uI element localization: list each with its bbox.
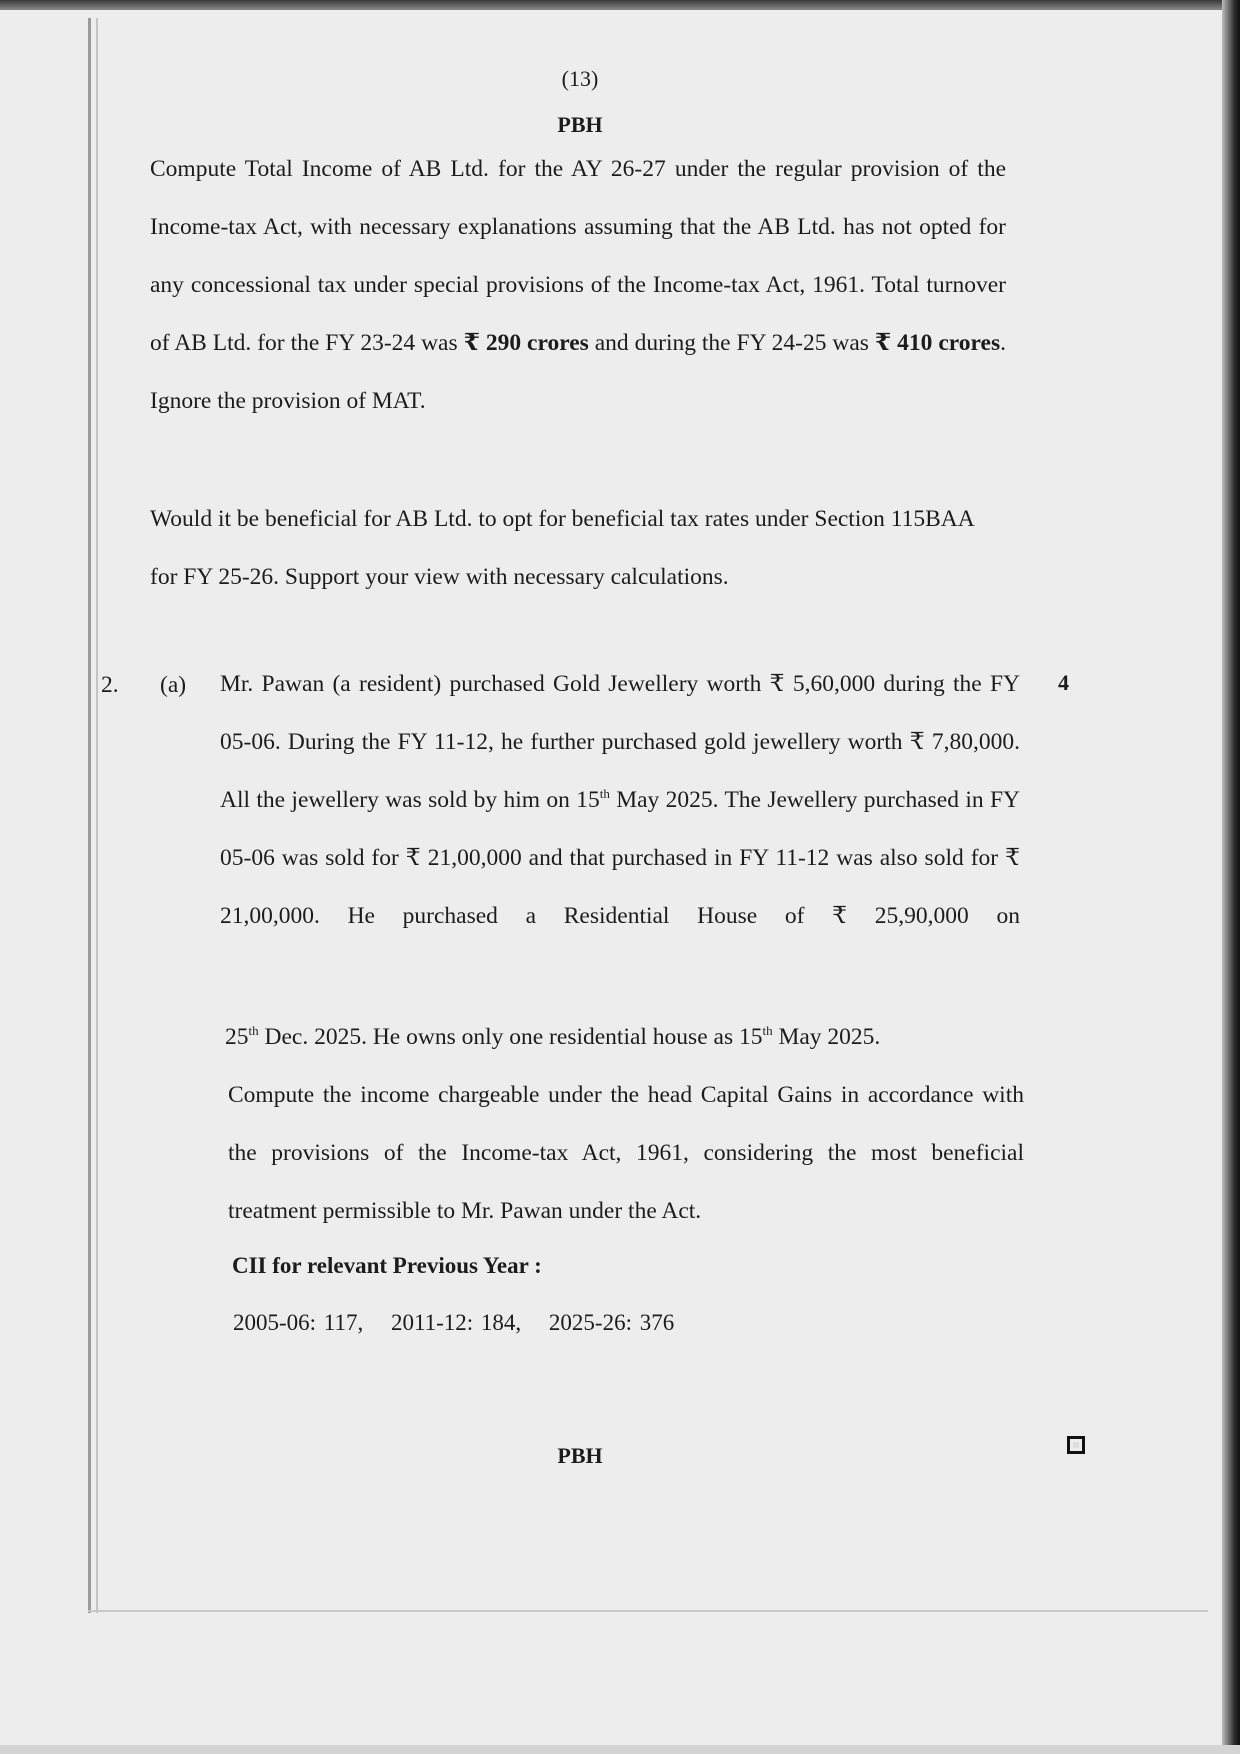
q2-line-7-sup: th — [248, 1023, 259, 1039]
question-1-paragraph-2: Would it be beneficial for AB Ltd. to opt for beneficial tax rates under Section 115BAA for FY 25-26. Support your view with necessary calculations. — [150, 506, 974, 590]
page-bottom-edge — [88, 1610, 1208, 1612]
q2-compute-instruction: Compute the income chargeable under the head Capital Gains in accordance with the provisions of the Income-tax Act, 1961, considering the most beneficial treatment permissible to Mr. Pawan under the Act. — [228, 1082, 1024, 1224]
page-number: (13) — [561, 66, 599, 91]
q2-line-7 — [225, 1008, 1025, 1066]
q1-turnover-2: ₹ 410 crores — [874, 330, 1001, 356]
q1-text-a: Compute Total Income of AB Ltd. for the AY 26-27 under the regular provision of the Income-tax Act, with necessary explanations assuming that the AB Ltd. has not opted for any concessional tax under special provisions of the Income-tax Act, 1961. Total turnover of AB Ltd. for the FY 23-24 was — [150, 156, 1006, 356]
q2-line-2: during the FY 05-06. During the FY 11-12, he further purchased gold — [220, 671, 1021, 755]
scan-top-shadow — [0, 0, 1240, 10]
q1-text-c: . Ignore the provision of MAT. — [150, 330, 1007, 414]
q2-line-7-day: 25 — [225, 1024, 249, 1050]
header-code: PBH — [557, 112, 603, 137]
q2-line-3: jewellery worth ₹ 7,80,000. All the jewellery was sold by him on — [220, 729, 1021, 813]
question-marks: 4 — [1058, 670, 1069, 695]
question-2a-body — [220, 655, 1020, 945]
question-number: 2. — [101, 672, 119, 698]
cii-value-2025-26: 2025-26: 376 — [548, 1310, 675, 1335]
page-binding-edge — [88, 18, 91, 1613]
question-1-paragraph — [150, 140, 1006, 430]
q2-line-7-sup2: th — [762, 1023, 773, 1039]
scan-right-shadow — [1222, 0, 1240, 1754]
footer-code: PBH — [557, 1443, 603, 1468]
q2-line-1: Mr. Pawan (a resident) purchased Gold Jewellery worth ₹ 5,60,000 — [220, 671, 876, 697]
cii-value-2011-12: 2011-12: 184, — [390, 1310, 522, 1335]
question-part-label: (a) — [160, 672, 187, 698]
page-binding-edge-inner — [96, 18, 98, 1613]
scan-bottom-band — [0, 1745, 1240, 1754]
cii-heading: CII for relevant Previous Year : — [232, 1253, 542, 1278]
cii-values — [233, 1310, 694, 1336]
q2-line-7-mid: Dec. 2025. He owns only one residential house as 15 — [258, 1024, 763, 1050]
q2-line-4-rest: May 2025. The Jewellery purchased in FY 05-06 was sold for — [220, 787, 1021, 871]
q2-line-5: ₹ 21,00,000 and that purchased in FY 11-12 was also sold for — [405, 845, 999, 871]
cii-value-2005-06: 2005-06: 117, — [233, 1310, 364, 1335]
q2-line-7-end: May 2025. — [772, 1024, 881, 1050]
q2-line-4-day: 15 — [576, 787, 600, 813]
q1-text-b: and during the FY 24-25 was — [594, 330, 869, 356]
q1-turnover-1: ₹ 290 crores — [463, 330, 589, 356]
q2-line-4-sup: th — [599, 786, 610, 802]
q2-line-6: ₹ 21,00,000. He purchased a Residential House of ₹ 25,90,000 on — [220, 845, 1021, 929]
end-of-page-square-icon — [1067, 1436, 1085, 1454]
